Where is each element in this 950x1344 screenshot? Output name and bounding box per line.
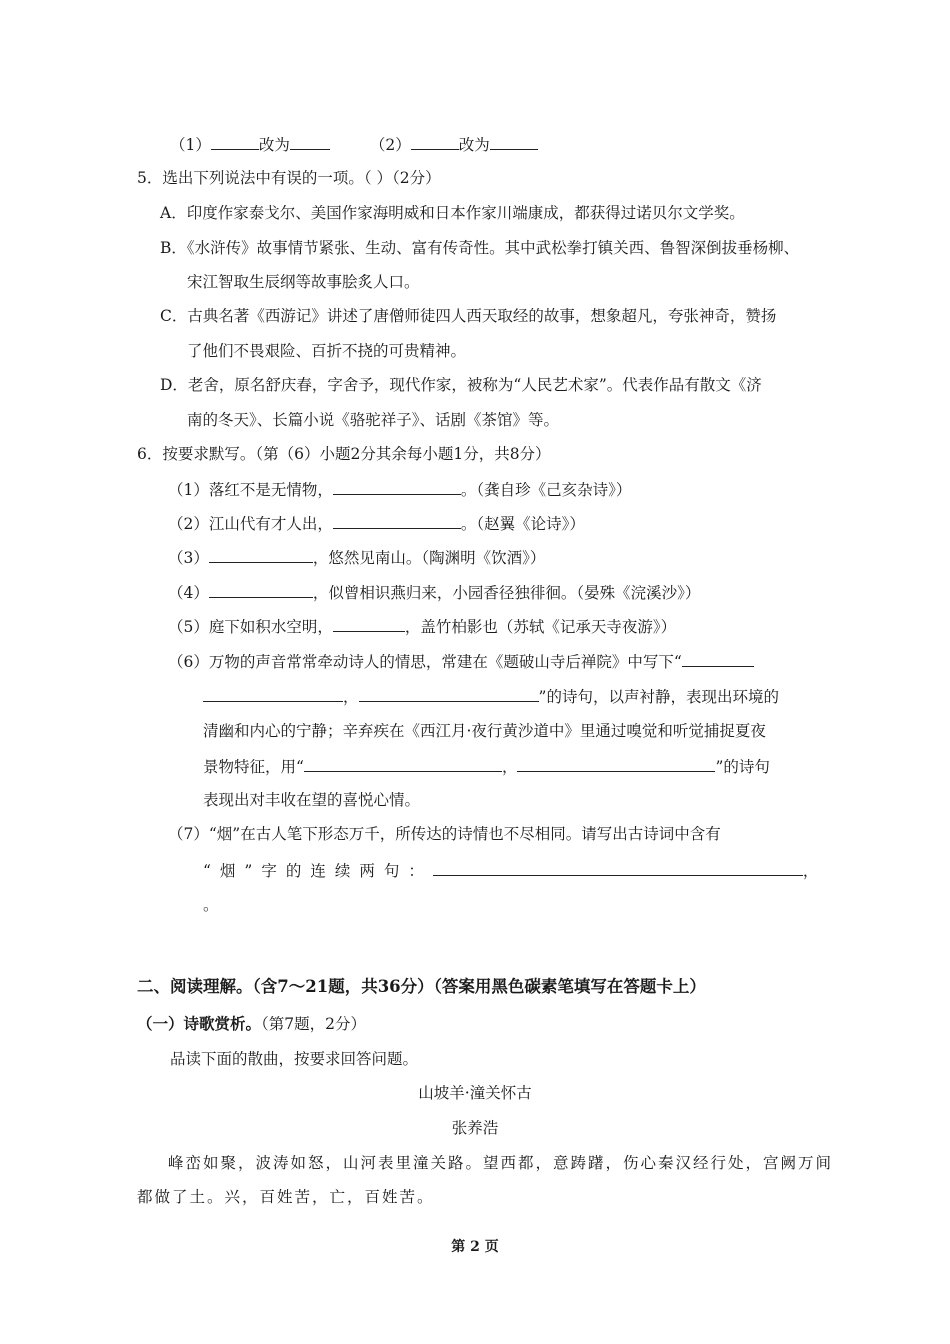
poem-line1: 峰峦如聚，波涛如怒，山河表里潼关路。望西都，意踌躇，伤心秦汉经行处，宫阙万间 [168, 1154, 834, 1172]
q5-option-d-line1: D．老舍，原名舒庆春，字舍予，现代作家，被称为“人民艺术家”。代表作品有散文《济 [160, 376, 762, 394]
q6-item1-blank[interactable] [333, 479, 461, 495]
q6-item6-line2: ， ”的诗句，以声衬静，表现出环境的 [203, 686, 779, 707]
q6-item4: （4） ，似曾相识燕归来，小园香径独徘徊。（晏殊《浣溪沙》） [168, 584, 701, 602]
q6-item7-line1: （7）“烟”在古人笔下形态万千，所传达的诗情也不尽相同。请写出古诗词中含有 [168, 825, 721, 843]
q6-item7-line2: “烟”字的连续两句： ， [203, 862, 819, 880]
q4-item1-label: （1） [170, 136, 211, 154]
q6-item5: （5）庭下如积水空明， ，盖竹柏影也（苏轼《记承天寺夜游》） [168, 618, 677, 636]
poem-title: 山坡羊·潼关怀古 [418, 1084, 532, 1102]
q6-item6-line4: 景物特征，用“ ， ”的诗句 [203, 758, 770, 776]
page-number: 第 2 页 [451, 1239, 499, 1255]
q5-option-a: A．印度作家泰戈尔、美国作家海明威和日本作家川端康成，都获得过诺贝尔文学奖。 [160, 204, 745, 222]
q4-blank1-b[interactable] [290, 134, 330, 150]
q5-option-d-line2: 南的冬天》、长篇小说《骆驼祥子》、话剧《茶馆》等。 [187, 411, 560, 429]
q5-stem: 5．选出下列说法中有误的一项。（ ）（2分） [137, 169, 441, 187]
q5-option-b-line2: 宋江智取生辰纲等故事脍炙人口。 [187, 273, 420, 291]
q6-stem: 6．按要求默写。（第（6）小题2分其余每小题1分，共8分） [137, 445, 551, 463]
q4-blank1-a[interactable] [211, 134, 259, 150]
section2-title: 二、阅读理解。（含7～21题，共36分）（答案用黑色碳素笔填写在答题卡上） [137, 977, 706, 996]
section2-subsection: （一）诗歌赏析。（第7题，2分） [137, 1014, 366, 1033]
q6-item6-blank3[interactable] [304, 756, 502, 772]
q6-item6-blank2[interactable] [359, 686, 539, 702]
q4-answer-row: （1） 改为 （2） 改为 [170, 134, 538, 155]
q6-item7-line3: 。 [203, 896, 219, 914]
q6-item2-blank[interactable] [333, 513, 461, 529]
subsection-label: （一）诗歌赏析。 [137, 1014, 262, 1033]
q6-item3-blank[interactable] [209, 547, 313, 563]
q6-item7-blank[interactable] [433, 860, 803, 876]
q6-item6-blank1a[interactable] [682, 651, 754, 667]
q6-item6-line1: （6）万物的声音常常牵动诗人的情思，常建在《题破山寺后禅院》中写下“ [168, 651, 754, 672]
q4-blank2-a[interactable] [411, 134, 459, 150]
section2-instruction: 品读下面的散曲，按要求回答问题。 [170, 1050, 419, 1068]
poem-author: 张养浩 [451, 1119, 499, 1137]
q6-item6-line3: 清幽和内心的宁静；辛弃疾在《西江月·夜行黄沙道中》里通过嗅觉和听觉捕捉夏夜 [203, 722, 766, 740]
q4-item2-label: （2） [369, 136, 411, 154]
q6-item3: （3） ，悠然见南山。（陶渊明《饮酒》） [168, 549, 546, 567]
q5-option-b-line1: B．《水浒传》故事情节紧张、生动、富有传奇性。其中武松拳打镇关西、鲁智深倒拔垂杨柳、 [160, 239, 800, 257]
q6-item6-blank4[interactable] [517, 756, 715, 772]
q6-item6-line5: 表现出对丰收在望的喜悦心情。 [203, 791, 421, 809]
q6-item4-blank[interactable] [209, 582, 313, 598]
q4-blank2-b[interactable] [490, 134, 538, 150]
q5-option-c-line1: C．古典名著《西游记》讲述了唐僧师徒四人西天取经的故事，想象超凡，夸张神奇，赞扬 [160, 307, 777, 325]
poem-line2: 都做了土。兴，百姓苦，亡，百姓苦。 [137, 1188, 435, 1206]
q6-item2: （2）江山代有才人出， 。（赵翼《论诗》） [168, 515, 585, 533]
q6-item6-blank1b[interactable] [203, 686, 343, 702]
q5-option-c-line2: 了他们不畏艰险、百折不挠的可贵精神。 [187, 342, 467, 360]
q6-item1: （1）落红不是无情物， 。（龚自珍《己亥杂诗》） [168, 481, 632, 499]
q6-item5-blank[interactable] [333, 616, 405, 632]
